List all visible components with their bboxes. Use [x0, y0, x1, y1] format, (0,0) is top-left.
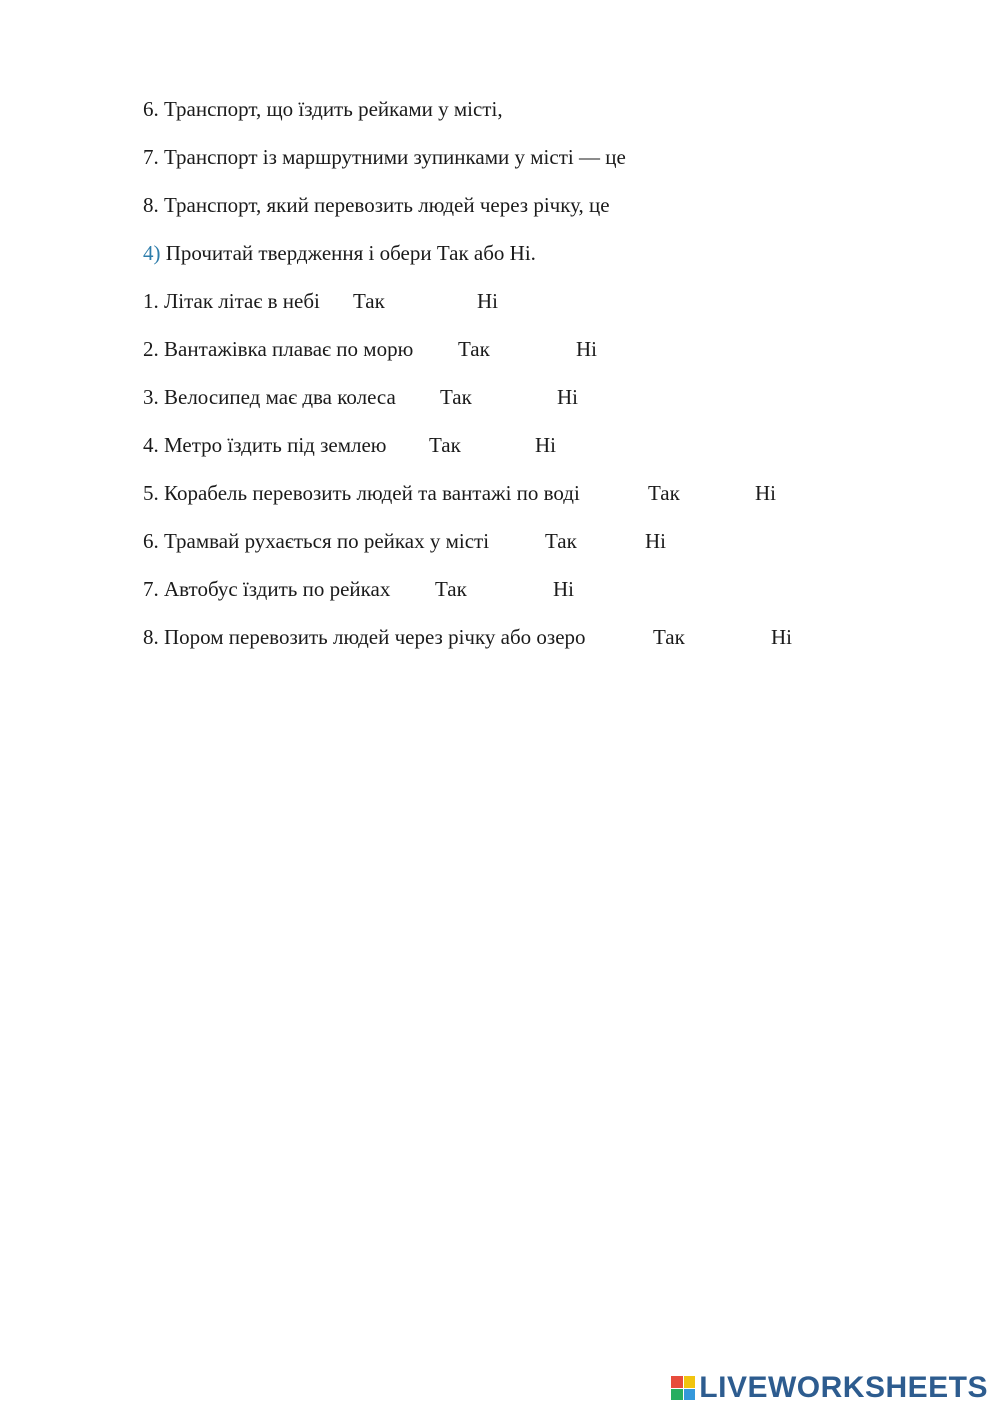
answer-no-option[interactable]: Ні: [771, 625, 792, 649]
statement-row: [143, 624, 792, 650]
liveworksheets-brand: [671, 1372, 988, 1404]
answer-yes-option[interactable]: Так: [458, 337, 490, 361]
answer-no-option[interactable]: Ні: [553, 577, 574, 601]
answer-no-option[interactable]: Ні: [535, 433, 556, 457]
logo-cell: [684, 1389, 696, 1401]
answer-yes-option[interactable]: Так: [648, 481, 680, 505]
logo-cell: [671, 1376, 683, 1388]
statement-text: 7. Автобус їздить по рейках: [143, 577, 391, 601]
brand-name: LIVEWORKSHEETS: [699, 1371, 988, 1404]
statement-row: [143, 528, 666, 554]
fill-in-item-8: 8. Транспорт, який перевозить людей через річку, це: [143, 193, 610, 217]
statement-row: [143, 384, 578, 410]
statement-row: [143, 480, 776, 506]
fill-in-item-6: 6. Транспорт, що їздить рейками у місті,: [143, 97, 503, 121]
answer-no-option[interactable]: Ні: [557, 385, 578, 409]
task-number: 4): [143, 241, 161, 265]
statement-row: [143, 288, 498, 314]
statement-text: 3. Велосипед має два колеса: [143, 385, 396, 409]
fill-in-item-7: 7. Транспорт із маршрутними зупинками у місті — це: [143, 145, 626, 169]
logo-cell: [671, 1389, 683, 1401]
answer-yes-option[interactable]: Так: [353, 289, 385, 313]
statement-text: 1. Літак літає в небі: [143, 289, 320, 313]
logo-cell: [684, 1376, 696, 1388]
answer-no-option[interactable]: Ні: [576, 337, 597, 361]
statement-text: 6. Трамвай рухається по рейках у місті: [143, 529, 490, 553]
answer-no-option[interactable]: Ні: [645, 529, 666, 553]
answer-yes-option[interactable]: Так: [545, 529, 577, 553]
statement-text: 2. Вантажівка плаває по морю: [143, 337, 414, 361]
statement-row: [143, 432, 556, 458]
statement-text: 4. Метро їздить під землею: [143, 433, 387, 457]
answer-no-option[interactable]: Ні: [755, 481, 776, 505]
answer-yes-option[interactable]: Так: [440, 385, 472, 409]
statement-text: 8. Пором перевозить людей через річку або озеро: [143, 625, 586, 649]
statement-text: 5. Корабель перевозить людей та вантажі по воді: [143, 481, 580, 505]
task-instruction: Прочитай твердження і обери Так або Ні.: [165, 241, 536, 265]
answer-no-option[interactable]: Ні: [477, 289, 498, 313]
liveworksheets-logo-icon: [671, 1376, 695, 1400]
answer-yes-option[interactable]: Так: [435, 577, 467, 601]
statement-row: [143, 576, 574, 602]
answer-yes-option[interactable]: Так: [653, 625, 685, 649]
answer-yes-option[interactable]: Так: [429, 433, 461, 457]
statement-row: [143, 336, 597, 362]
task-4-heading: [143, 240, 536, 266]
